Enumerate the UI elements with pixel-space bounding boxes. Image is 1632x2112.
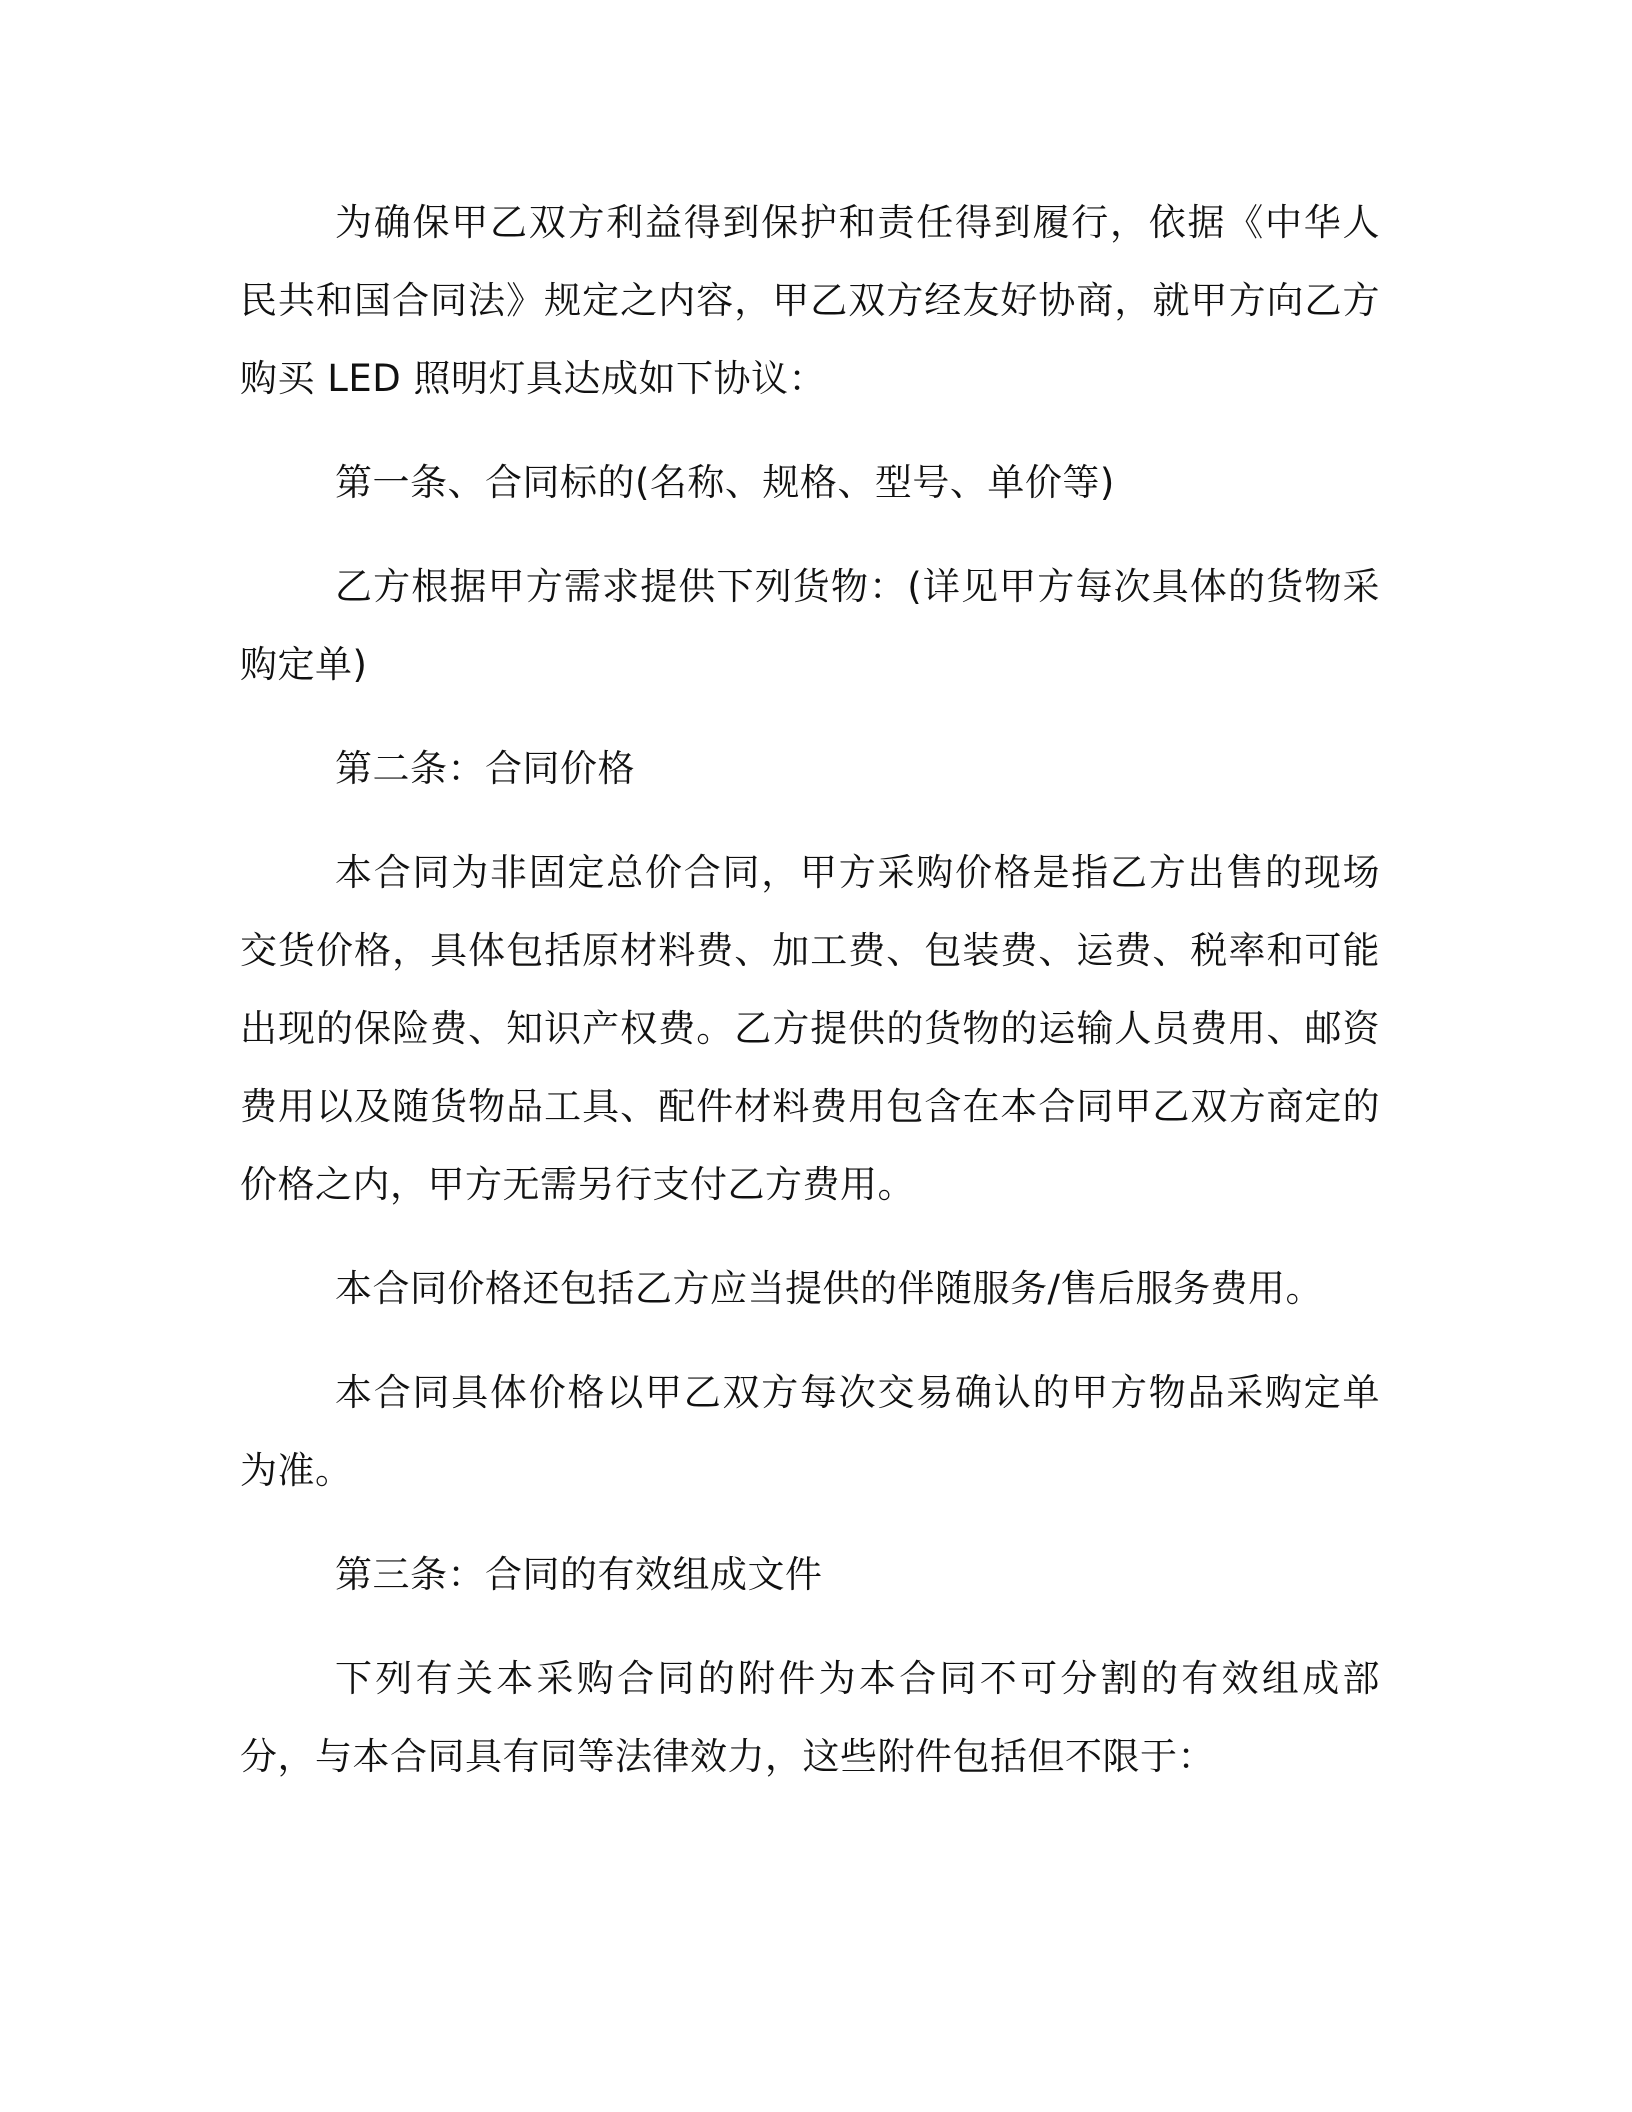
intro-paragraph: 为确保甲乙双方利益得到保护和责任得到履行，依据《中华人民共和国合同法》规定之内容，甲乙双方经友好协商，就甲方向乙方购买 LED 照明灯具达成如下协议： <box>240 201 1380 400</box>
article-1-body: 乙方根据甲方需求提供下列货物：(详见甲方每次具体的货物采购定单) <box>240 565 1380 686</box>
article-2-body-price: 本合同为非固定总价合同，甲方采购价格是指乙方出售的现场交货价格，具体包括原材料费、加工费、包装费、运费、税率和可能出现的保险费、知识产权费。乙方提供的货物的运输人员费用、邮资费用以及随货物品工具、配件材料费用包含在本合同甲乙双方商定的价格之内，甲方无需另行支付乙方费用。 <box>240 851 1380 1206</box>
article-2-body-order: 本合同具体价格以甲乙双方每次交易确认的甲方物品采购定单为准。 <box>240 1371 1380 1492</box>
article-2-heading: 第二条：合同价格 <box>335 747 635 790</box>
article-2-body-service: 本合同价格还包括乙方应当提供的伴随服务/售后服务费用。 <box>335 1267 1323 1310</box>
article-3-body: 下列有关本采购合同的附件为本合同不可分割的有效组成部分，与本合同具有同等法律效力，这些附件包括但不限于： <box>240 1657 1380 1778</box>
article-3-heading: 第三条：合同的有效组成文件 <box>335 1553 823 1596</box>
article-1-heading: 第一条、合同标的(名称、规格、型号、单价等) <box>335 461 1115 504</box>
document-body <box>240 184 1380 1796</box>
